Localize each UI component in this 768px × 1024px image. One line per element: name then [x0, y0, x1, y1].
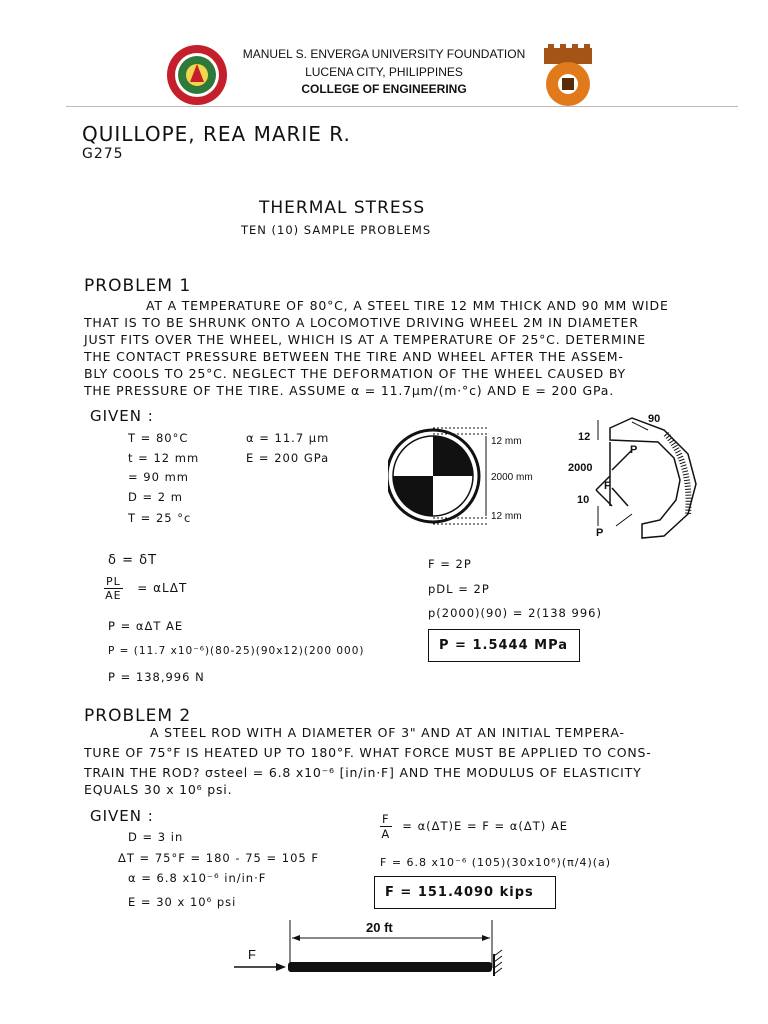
header-rule	[66, 106, 738, 107]
fraction: $\frac{F}{A}$	[381, 812, 391, 841]
dim-label: 2000	[568, 462, 593, 474]
given-item: α = 11.7 μm	[246, 431, 330, 445]
equation: pDL = 2P	[428, 582, 490, 596]
problem2-text-line: A STEEL ROD WITH A DIAMETER OF 3" AND AT AN INITIAL TEMPERA-	[150, 725, 625, 740]
problem2-text-line: TRAIN THE ROD? σsteel = 6.8 x10⁻⁶ [in/in·F] AND THE MODULUS OF ELASTICITY	[84, 765, 642, 780]
problem1-text-line: AT A TEMPERATURE OF 80°C, A STEEL TIRE 12 MM THICK AND 90 MM WIDE	[146, 298, 669, 313]
equation: δ = δT	[108, 553, 158, 568]
student-section: G275	[82, 146, 124, 162]
force-label: F	[604, 480, 611, 492]
dim-label: 90	[648, 413, 661, 425]
length-label: 20 ft	[366, 920, 393, 935]
given-item: t = 12 mm	[128, 451, 200, 465]
force-label: F	[248, 947, 256, 962]
equation: P = 138,996 N	[108, 670, 205, 684]
engineering-logo	[534, 44, 602, 108]
given-item: T = 80°C	[128, 431, 189, 445]
page-title: THERMAL STRESS	[259, 198, 426, 218]
problem1-given-label: GIVEN :	[90, 407, 154, 425]
dim-label: 12 mm	[491, 436, 522, 447]
answer-box: F = 151.4090 kips	[374, 876, 556, 909]
problem1-text-line: JUST FITS OVER THE WHEEL, WHICH IS AT A TEMPERATURE OF 25°C. DETERMINE	[84, 332, 646, 347]
answer-box: P = 1.5444 MPa	[428, 629, 580, 662]
equation: P = (11.7 x10⁻⁶)(80-25)(90x12)(200 000)	[108, 645, 365, 657]
problem1-heading: PROBLEM 1	[84, 276, 192, 296]
dim-label: 2000 mm	[491, 472, 533, 483]
given-item: E = 200 GPa	[246, 451, 330, 465]
header-college: COLLEGE OF ENGINEERING	[301, 82, 467, 96]
given-item: D = 2 m	[128, 490, 183, 504]
equation: $\frac{F}{A}$ = α(ΔT)E = F = α(ΔT) AE	[381, 812, 569, 841]
problem2-text-line: EQUALS 30 x 10⁶ psi.	[84, 782, 233, 797]
equation: F = 2P	[428, 557, 472, 571]
problem1-text-line: THE CONTACT PRESSURE BETWEEN THE TIRE AND WHEEL AFTER THE ASSEM-	[84, 349, 624, 364]
equation: F = 6.8 x10⁻⁶ (105)(30x10⁶)(π/4)(a)	[380, 856, 612, 869]
header-location: LUCENA CITY, PHILIPPINES	[305, 65, 463, 79]
given-item: ΔT = 75°F = 180 - 75 = 105 F	[118, 851, 319, 865]
wheel-cross-section-figure	[388, 424, 508, 528]
equation: p(2000)(90) = 2(138 996)	[428, 606, 602, 620]
dim-label: 12	[578, 431, 591, 443]
equation: P = αΔT AE	[108, 619, 184, 633]
tire-segment-figure	[592, 414, 702, 540]
student-name: QUILLOPE, REA MARIE R.	[82, 122, 351, 146]
equation: $\frac{PL}{AE}$ = αLΔT	[105, 575, 188, 602]
problem2-heading: PROBLEM 2	[84, 706, 192, 726]
problem2-text-line: TURE OF 75°F IS HEATED UP TO 180°F. WHAT FORCE MUST BE APPLIED TO CONS-	[84, 745, 652, 760]
pressure-label: P	[596, 527, 604, 539]
given-item: = 90 mm	[128, 470, 189, 484]
given-item: α = 6.8 x10⁻⁶ in/in·F	[128, 871, 267, 885]
dim-label: 10	[577, 494, 590, 506]
problem1-text-line: THAT IS TO BE SHRUNK ONTO A LOCOMOTIVE DRIVING WHEEL 2M IN DIAMETER	[84, 315, 639, 330]
given-item: T = 25 °c	[128, 511, 192, 525]
given-item: E = 30 x 10⁶ psi	[128, 895, 237, 909]
page-subtitle: TEN (10) SAMPLE PROBLEMS	[241, 223, 432, 237]
problem1-text-line: THE PRESSURE OF THE TIRE. ASSUME α = 11.7μm/(m·°c) AND E = 200 GPa.	[84, 383, 614, 398]
given-item: D = 3 in	[128, 830, 184, 844]
pressure-label: P	[630, 444, 638, 456]
university-seal	[166, 44, 228, 106]
header-university: MANUEL S. ENVERGA UNIVERSITY FOUNDATION	[242, 47, 526, 61]
problem2-given-label: GIVEN :	[90, 807, 154, 825]
fraction: $\frac{PL}{AE}$	[105, 575, 122, 602]
dim-label: 12 mm	[491, 511, 522, 522]
problem1-text-line: BLY COOLS TO 25°C. NEGLECT THE DEFORMATION OF THE WHEEL CAUSED BY	[84, 366, 626, 381]
